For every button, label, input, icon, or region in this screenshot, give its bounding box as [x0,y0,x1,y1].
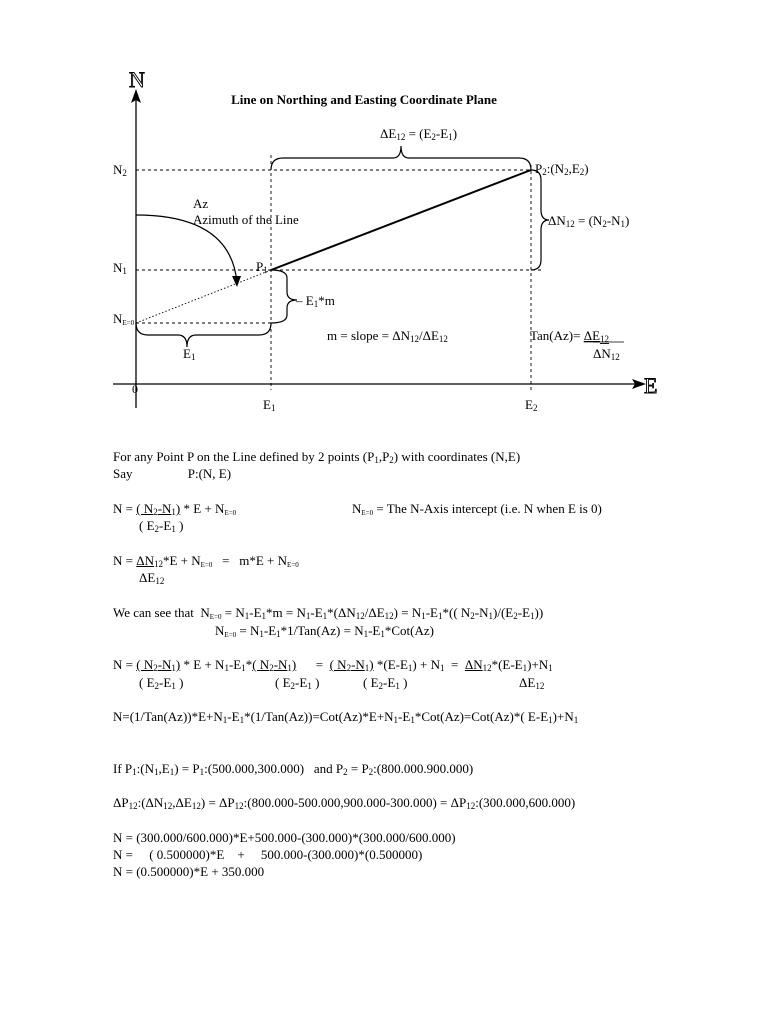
equation-4: N = ( $N_2-N_1) * E + N_1-E_1*$( $N_2-N_1$) = ( $N_2-N_1$) $*(E-E_1) + N_1 = \Delta N_{12}*(E-E_1)+N_1$ [113,657,553,673]
n-axis-letter-icon [129,67,145,92]
equation-2: $N = \Delta N_{12}*E + NE=0 = m*E + NE=0$ [113,553,299,569]
ne0-label: NE=0 [113,311,135,327]
n1-label: N1 [113,260,127,276]
intro-line: For any Point P on the Line defined by 2 points $(P_1,P_2)$ with coordinates (N,E) [113,449,521,465]
example-line-3: N = (300.000/600.000)*E+500.000-(300.000)*(300.000/600.000) [113,830,456,845]
svg-text:ΔN12: ΔN12 [593,346,620,362]
equation-4-denominator-1: ( $E_2-E_1$ ) [139,675,184,691]
svg-text:N: N [129,67,145,92]
svg-text:Tan(Az)= ΔE12: Tan(Az)= ΔE12 [530,328,610,344]
equation-1-denominator: ( $E_2-E_1$ ) [139,518,184,534]
equation-5: $N=(1/Tan(Az))*E+N_1-E_1*(1/Tan(Az))=Cot(Az)*E+N_1-E_1*Cot(Az)=Cot(Az)*$( $E-E_1)+N_1$ [113,709,579,725]
example-line-1: If $P_1:(N_1,E_1)$ = $P_1:(500.000,300.000)$ and $P_2$ = $P_2:(800.000.900.000)$ [113,761,474,777]
e1m-brace [271,270,297,323]
az-desc-label: Azimuth of the Line [193,212,299,227]
slope-label: m = slope = ΔN12/ΔE12 [327,328,448,344]
example-line-2: $\Delta P_{12}:(\Delta N_{12},\Delta E_{12})$ = $\Delta P_{12}:(800.000-500.000,900.000-300.000)$ = $\Delta P_{12}:(300.000,600.000)$ [113,795,576,811]
delta-e-label: ΔE12 = (E2-E1) [380,126,458,142]
delta-n-brace [531,170,549,270]
origin-label: 0 [132,382,138,396]
example-line-5: N = (0.500000)*E + 350.000 [113,864,265,879]
e1-brace [136,323,271,347]
line-extension [136,270,271,323]
equation-1: N = ( $N_2-N_1) * E + NE=0$ [113,501,237,517]
equation-2-denominator: $\Delta E_{12}$ [139,570,165,586]
equation-4-denominator-3: ( $E_2-E_1$ ) [363,675,408,691]
tanaz-label [530,328,624,362]
n2-label: N2 [113,162,127,178]
equation-1-note: NE=0 = The N-Axis intercept (i.e. N when E is 0) [352,501,602,517]
e1m-label: – E1*m [296,293,335,309]
p2-label: P2:(N2,E2) [535,161,589,177]
e-axis-letter-icon [644,373,657,398]
diagram-title: Line on Northing and Easting Coordinate Plane [231,92,497,107]
e1-brace-label: E1 [183,346,196,362]
svg-text:E: E [644,373,658,398]
equation-4-denominator-4: $\Delta E_{12}$ [519,675,545,691]
example-line-4: N = ( 0.500000)*E + 500.000-(300.000)*(0.500000) [113,847,423,862]
line-p1-p2 [271,170,531,270]
azimuth-arrow [232,276,241,287]
delta-e-brace [271,146,531,170]
coordinate-diagram [0,0,768,430]
az-label: Az [193,196,209,211]
say-line: Say P:(N, E) [113,466,232,481]
delta-n-label: ΔN12 = (N2-N1) [548,213,630,229]
e1-axis-label: E1 [263,397,276,413]
equation-3a: We can see that $NE=0 = N_1-E_1*m = N_1-E_1*(\Delta N_{12}/\Delta E_{12}) = N_1-E_1*$(( $N_2-N_1)/(E_2-E_1)$) [113,605,544,621]
equation-3b: $NE=0 = N_1-E_1*1/Tan(Az) = N_1-E_1*Cot(Az)$ [215,623,434,639]
e2-axis-label: E2 [525,397,538,413]
p1-label: P1 [256,259,268,275]
equation-4-denominator-2: ( $E_2-E_1$ ) [275,675,320,691]
